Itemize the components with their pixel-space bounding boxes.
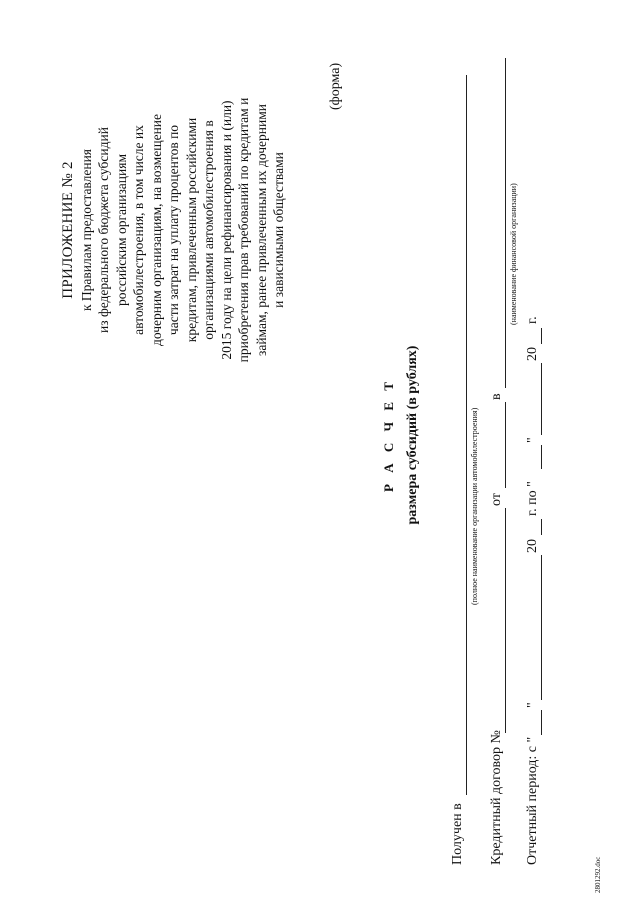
in-label: в xyxy=(489,393,504,400)
period-start-year-field[interactable] xyxy=(525,519,542,535)
to-label: г. по " xyxy=(525,481,540,516)
quote-mark: " xyxy=(525,437,540,443)
received-label: Получен в xyxy=(450,803,465,865)
received-org-field[interactable] xyxy=(450,75,467,795)
contract-date-field[interactable] xyxy=(489,402,506,488)
appendix-line: 2015 году на цели рефинансирования и (или) xyxy=(218,100,234,360)
credit-contract-number-field[interactable] xyxy=(489,508,506,733)
appendix-line: автомобилестроения, в том числе их xyxy=(131,125,146,335)
appendix-line: российским организациям xyxy=(113,154,129,306)
quote-mark: " xyxy=(525,702,540,708)
appendix-header xyxy=(60,30,288,430)
appendix-line: кредитам, привлеченным российскими xyxy=(183,117,199,343)
document-title: Р А С Ч Е Т xyxy=(381,378,396,492)
period-end-day-field[interactable] xyxy=(525,445,542,469)
period-start-day-field[interactable] xyxy=(525,710,542,735)
appendix-line: займам, ранее привлеченным их дочерними xyxy=(253,104,269,356)
appendix-line: и зависимыми обществами xyxy=(271,152,286,308)
appendix-line: приобретения прав требований по кредитам и xyxy=(236,97,251,363)
bank-name-field[interactable] xyxy=(489,58,506,388)
appendix-line: из федерального бюджета субсидий xyxy=(96,127,111,333)
form-label: (форма) xyxy=(328,62,343,110)
appendix-line: организациями автомобилестроения в xyxy=(201,120,216,340)
appendix-line: части затрат на уплату процентов по xyxy=(166,124,181,336)
period-label: Отчетный период: с " xyxy=(525,736,540,865)
year-prefix: 20 xyxy=(525,539,540,553)
appendix-title: ПРИЛОЖЕНИЕ № 2 xyxy=(60,161,76,299)
year-prefix: 20 xyxy=(525,347,540,361)
received-org-hint: (полное наименование организации автомобилестроения) xyxy=(470,407,479,605)
appendix-line: дочерним организациям, на возмещение xyxy=(148,113,164,347)
document-subtitle: размера субсидий (в рублях) xyxy=(405,345,420,525)
year-suffix: г. xyxy=(525,316,540,324)
appendix-line: к Правилам предоставления xyxy=(78,148,94,312)
file-code: 2801292.doc xyxy=(594,856,602,893)
credit-contract-label: Кредитный договор № xyxy=(489,730,504,865)
from-label: от xyxy=(489,493,504,506)
period-end-month-field[interactable] xyxy=(525,363,542,435)
period-end-year-field[interactable] xyxy=(525,328,542,344)
bank-name-hint: (наименование финансовой организации) xyxy=(509,183,518,325)
period-start-month-field[interactable] xyxy=(525,555,542,700)
